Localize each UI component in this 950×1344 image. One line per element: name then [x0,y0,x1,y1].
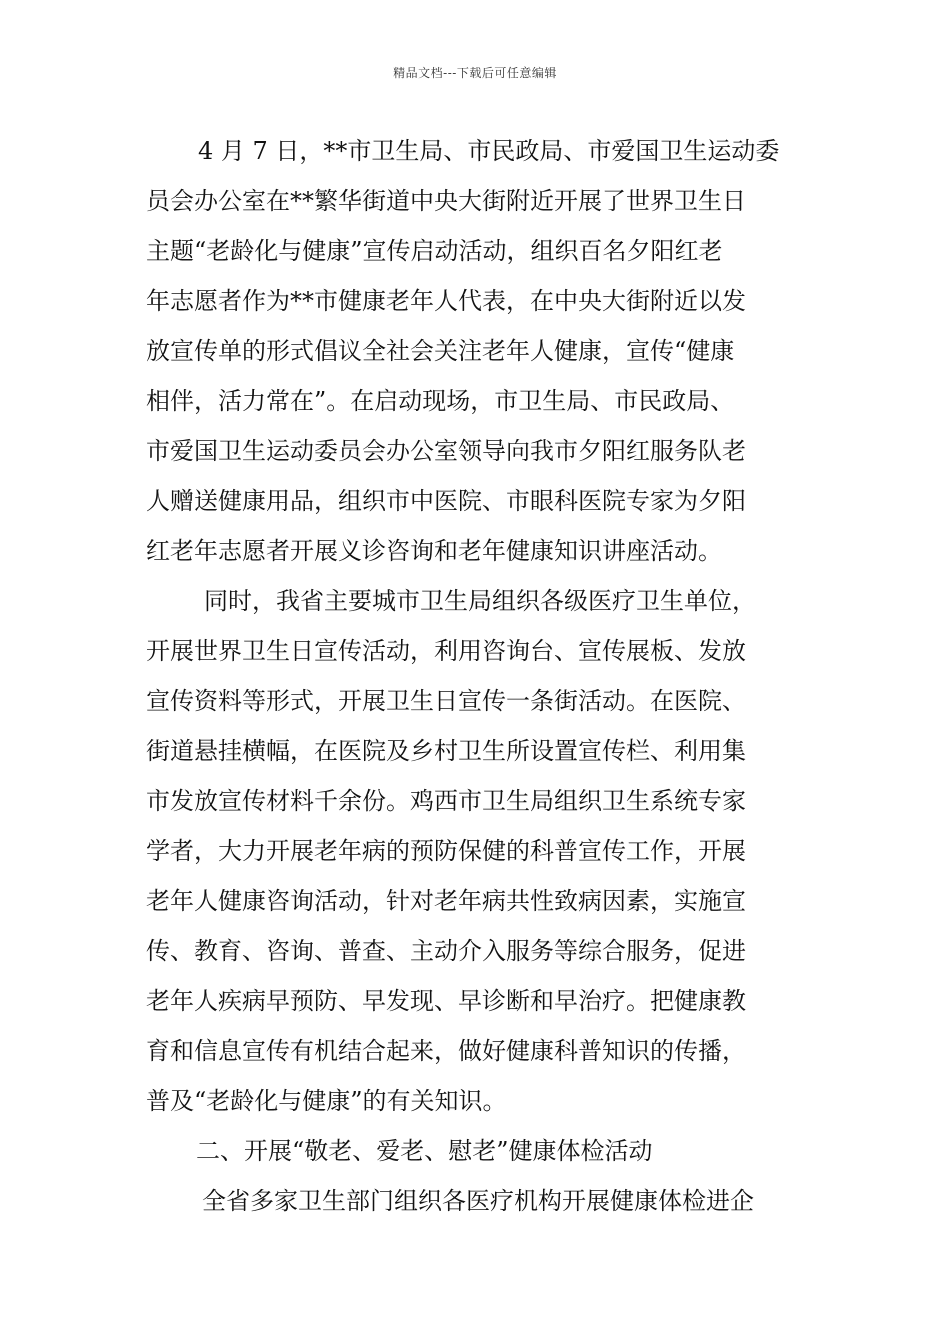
text-line: 年志愿者作为**市健康老年人代表，在中央大街附近以发 [146,287,746,315]
page-header: 精品文档---下载后可任意编辑 [393,66,557,80]
paragraph-2 [146,576,814,1126]
text-line: 学者，大力开展老年病的预防保健的科普宣传工作，开展 [146,837,746,865]
text-line: 员会办公室在**繁华街道中央大街附近开展了世界卫生日 [146,187,746,215]
text-line: 放宣传单的形式倡议全社会关注老年人健康，宣传“健康 [146,337,735,365]
text-line: 老年人疾病早预防、早发现、早诊断和早治疗。把健康教 [146,987,746,1015]
document-body [146,126,814,1226]
text-line: 开展世界卫生日宣传活动，利用咨询台、宣传展板、发放 [146,637,746,665]
text-line: 育和信息宣传有机结合起来，做好健康科普知识的传播， [146,1037,746,1065]
text-line: 4 月 7 日，**市卫生局、市民政局、市爱国卫生运动委 [198,137,780,165]
text-line: 全省多家卫生部门组织各医疗机构开展健康体检进企 [202,1187,754,1215]
text-line: 同时，我省主要城市卫生局组织各级医疗卫生单位， [204,587,756,615]
text-line: 老年人健康咨询活动，针对老年病共性致病因素，实施宣 [146,887,746,915]
section-heading-text: 二、开展“敬老、爱老、慰老”健康体检活动 [196,1137,653,1165]
text-line: 普及“老龄化与健康”的有关知识。 [146,1087,507,1115]
text-line: 主题“老龄化与健康”宣传启动活动，组织百名夕阳红老 [146,237,723,265]
text-line: 市发放宣传材料千余份。鸡西市卫生局组织卫生系统专家 [146,787,746,815]
text-line: 市爱国卫生运动委员会办公室领导向我市夕阳红服务队老 [146,437,746,465]
section-heading [146,1126,814,1176]
text-line: 红老年志愿者开展义诊咨询和老年健康知识讲座活动。 [146,537,722,565]
text-line: 街道悬挂横幅，在医院及乡村卫生所设置宣传栏、利用集 [146,737,746,765]
text-line: 人赠送健康用品，组织市中医院、市眼科医院专家为夕阳 [146,487,746,515]
paragraph-3 [146,1176,814,1226]
text-line: 相伴，活力常在”。在启动现场，市卫生局、市民政局、 [146,387,735,415]
text-line: 传、教育、咨询、普查、主动介入服务等综合服务，促进 [146,937,746,965]
text-line: 宣传资料等形式，开展卫生日宣传一条街活动。在医院、 [146,687,746,715]
paragraph-1 [146,126,814,576]
